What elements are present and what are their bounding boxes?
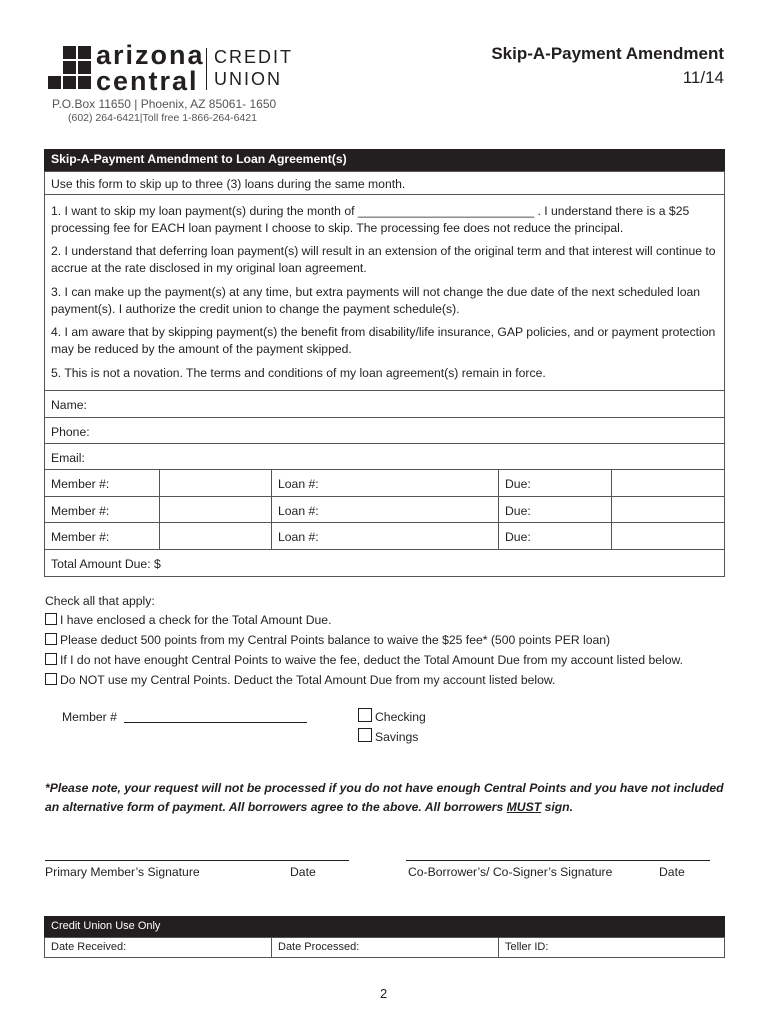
terms-block (44, 195, 725, 391)
name-label: Name: (51, 398, 87, 412)
page-number: 2 (380, 986, 388, 1001)
office-use-row (44, 937, 725, 958)
checkbox-icon[interactable] (358, 708, 372, 722)
option-2[interactable]: Please deduct 500 points from my Central Points balance to waive the $25 fee* (500 points PER loan) (45, 632, 610, 649)
account-member-line[interactable] (124, 722, 307, 723)
brand-name-line1: arizona (96, 40, 205, 70)
form-date: 11/14 (682, 68, 724, 87)
office-use-heading: Credit Union Use Only (51, 920, 161, 932)
loan-row-3 (44, 523, 725, 550)
intro-row (44, 171, 725, 195)
checkbox-icon[interactable] (358, 728, 372, 742)
payment-note: *Please note, your request will not be processed if you do not have enough Central Points and you have not included an alternative form of payment. All borrowers agree to the above. All borrowers MUST sign. (45, 781, 724, 814)
options-heading: Check all that apply: (45, 594, 155, 608)
form-title: Skip-A-Payment Amendment (491, 44, 724, 63)
coborrower-signature-line[interactable] (406, 860, 710, 861)
option-3[interactable]: If I do not have enought Central Points to waive the fee, deduct the Total Amount Due from my account listed below. (45, 652, 683, 669)
logo-mark (48, 46, 92, 90)
term-item-2: 2. I understand that deferring loan payment(s) will result in an extension of the original term and that interest will continue to accrue at the rate disclosed in my original loan agreement. (51, 244, 716, 275)
loan-row-2 (44, 497, 725, 523)
checkbox-icon[interactable] (45, 653, 57, 665)
intro-text: Use this form to skip up to three (3) loans during the same month. (51, 177, 406, 191)
date-received-label: Date Received: (51, 941, 127, 953)
primary-signature-label: Primary Member’s Signature (45, 865, 200, 879)
brand-union: UNION (214, 69, 282, 89)
checkbox-icon[interactable] (45, 613, 57, 625)
term-item-4: 4. I am aware that by skipping payment(s) the benefit from disability/life insurance, GAP policies, and or payment protection may be reduced by the amount of the payment skipped. (51, 325, 716, 356)
account-member-label: Member # (62, 710, 117, 724)
phone-row[interactable] (44, 418, 725, 444)
total-amount-label: Total Amount Due: $ (51, 557, 161, 571)
section-header (44, 149, 725, 171)
office-use-header (44, 916, 725, 937)
checking-option[interactable]: Checking (358, 708, 426, 726)
teller-id-label: Teller ID: (505, 941, 549, 953)
email-row[interactable] (44, 444, 725, 470)
checkbox-icon[interactable] (45, 673, 57, 685)
date-processed-label: Date Processed: (278, 941, 360, 953)
phone-numbers: (602) 264-6421|Toll free 1-866-264-6421 (68, 112, 257, 124)
loan-label: Loan #: (278, 504, 319, 518)
section-heading: Skip-A-Payment Amendment to Loan Agreement(s) (51, 152, 347, 166)
coborrower-date-label: Date (659, 865, 685, 879)
option-1[interactable]: I have enclosed a check for the Total Amount Due. (45, 612, 331, 629)
member-label: Member #: (51, 504, 110, 518)
total-row[interactable] (44, 550, 725, 577)
checkbox-icon[interactable] (45, 633, 57, 645)
due-label: Due: (505, 504, 531, 518)
brand-divider (206, 48, 207, 90)
due-label: Due: (505, 477, 531, 491)
brand-credit: CREDIT (214, 47, 293, 67)
email-label: Email: (51, 451, 85, 465)
due-label: Due: (505, 530, 531, 544)
term-item-3: 3. I can make up the payment(s) at any time, but extra payments will not change the due date of the next scheduled loan payment(s). I authorize the credit union to change the payment schedule(s). (51, 285, 701, 316)
member-label: Member #: (51, 477, 110, 491)
savings-option[interactable]: Savings (358, 728, 418, 746)
term-item-5: 5. This is not a novation. The terms and conditions of my loan agreement(s) remain in force. (51, 366, 546, 380)
phone-label: Phone: (51, 425, 90, 439)
name-row[interactable] (44, 391, 725, 418)
primary-signature-line[interactable] (45, 860, 349, 861)
loan-label: Loan #: (278, 477, 319, 491)
address: P.O.Box 11650 | Phoenix, AZ 85061- 1650 (52, 97, 277, 111)
term-item-1: 1. I want to skip my loan payment(s) during the month of __________________________ . I understand there is a $25 processing fee for EACH loan payment I choose to skip. The processing fee does not reduce the principal. (51, 204, 690, 235)
member-label: Member #: (51, 530, 110, 544)
brand-name-line2: central (96, 66, 199, 96)
loan-label: Loan #: (278, 530, 319, 544)
option-4[interactable]: Do NOT use my Central Points. Deduct the Total Amount Due from my account listed below. (45, 672, 555, 689)
loan-row-1 (44, 470, 725, 497)
primary-date-label: Date (290, 865, 316, 879)
coborrower-signature-label: Co-Borrower’s/ Co-Signer’s Signature (408, 865, 613, 879)
